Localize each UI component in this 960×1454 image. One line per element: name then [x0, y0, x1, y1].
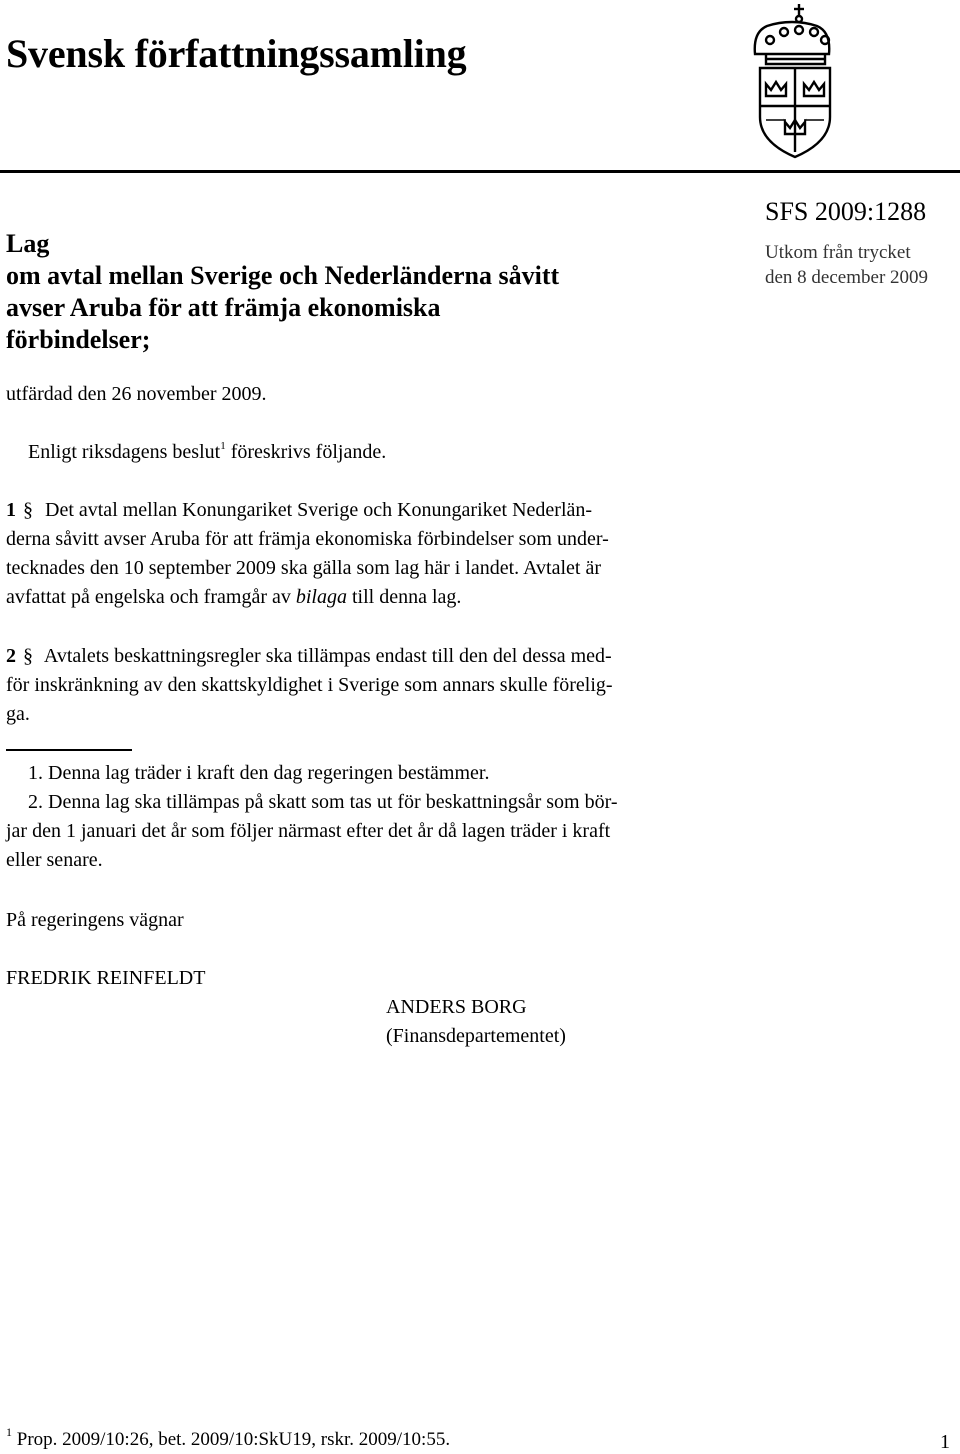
section-text: Det avtal mellan Konungariket Sverige och Konungariket Nederlän-	[45, 499, 593, 521]
section-text: för inskränkning av den skattskyldighet i Sverige som annars skulle förelig-	[6, 674, 613, 696]
section-text: till denna lag.	[346, 586, 462, 608]
signer-prime-minister: FREDRIK REINFELDT	[6, 967, 206, 989]
bilaga-reference: bilaga	[295, 586, 347, 608]
footnote	[6, 1425, 451, 1452]
section-text: derna såvitt avser Aruba för att främja ekonomiska förbindelser som under-	[6, 528, 609, 550]
series-title: Svensk författningssamling	[6, 31, 467, 76]
print-info-line: Utkom från trycket	[765, 242, 911, 263]
on-behalf-line: På regeringens vägnar	[6, 909, 184, 931]
section-1	[6, 496, 736, 612]
section-text: avfattat på engelska och framgår av	[6, 586, 296, 608]
law-title-line: Lag	[6, 229, 50, 258]
law-title	[6, 228, 706, 356]
footnote-ref: 1	[220, 440, 226, 452]
preamble	[28, 438, 386, 467]
print-info	[765, 240, 928, 290]
section-text: ga.	[6, 703, 30, 725]
section-number: 1	[6, 499, 16, 521]
department: (Finansdepartementet)	[386, 1025, 566, 1047]
section-mark: §	[23, 645, 33, 667]
section-number: 2	[6, 645, 16, 667]
preamble-text: föreskrivs följande.	[225, 441, 387, 463]
swedish-three-crowns-emblem-icon	[752, 2, 832, 162]
section-2	[6, 642, 736, 729]
transitional-item: jar den 1 januari det år som följer närmast efter det år då lagen träder i kraft	[6, 820, 611, 842]
issued-date: utfärdad den 26 november 2009.	[6, 383, 267, 405]
section-text: tecknades den 10 september 2009 ska gälla som lag här i landet. Avtalet är	[6, 557, 601, 579]
footnote-mark: 1	[6, 1425, 12, 1439]
transitional-divider	[6, 749, 132, 751]
law-title-line: avser Aruba för att främja ekonomiska	[6, 293, 441, 322]
transitional-item: 1. Denna lag träder i kraft den dag regeringen bestämmer.	[28, 762, 490, 784]
section-text: Avtalets beskattningsregler ska tillämpas endast till den del dessa med-	[43, 645, 612, 667]
section-mark: §	[23, 499, 33, 521]
signer-minister: ANDERS BORG	[386, 996, 527, 1018]
print-info-line: den 8 december 2009	[765, 267, 929, 288]
transitional-provisions	[6, 759, 736, 875]
law-title-line: om avtal mellan Sverige och Nederländerna såvitt	[6, 261, 560, 290]
transitional-item: 2. Denna lag ska tillämpas på skatt som tas ut för beskattningsår som bör-	[28, 791, 618, 813]
page-number: 1	[940, 1431, 950, 1453]
law-title-line: förbindelser;	[6, 325, 151, 354]
preamble-text: Enligt riksdagens beslut	[28, 441, 221, 463]
transitional-item: eller senare.	[6, 849, 103, 871]
sfs-number: SFS 2009:1288	[765, 197, 927, 226]
header-rule	[0, 170, 960, 173]
footnote-text: Prop. 2009/10:26, bet. 2009/10:SkU19, rskr. 2009/10:55.	[12, 1429, 451, 1450]
